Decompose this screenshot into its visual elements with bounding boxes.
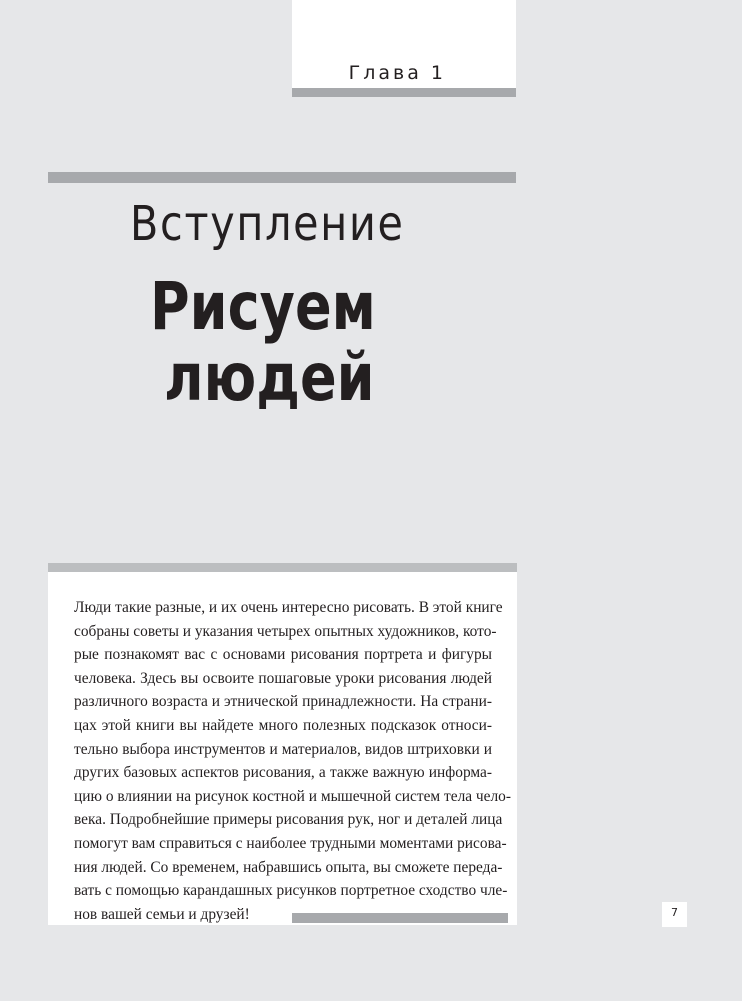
page-number-box (662, 902, 687, 927)
body-line: нов вашей семьи и друзей! (74, 905, 250, 923)
body-line: Люди такие разные, и их очень интересно рисовать. В этой книге (74, 599, 503, 616)
body-line: человека. Здесь вы освоите пошаговые уроки рисования людей (74, 669, 492, 687)
body-line: собраны советы и указания четырех опытных художников, кото- (74, 622, 497, 640)
main-title-line-1: Рисуем (150, 268, 376, 345)
body-line: различного возраста и этнической принадлежности. На страни- (74, 693, 492, 711)
intro-title: Вступление (130, 196, 405, 252)
body-line: помогут вам справиться с наиболее трудными моментами рисова- (74, 834, 507, 852)
body-line: цах этой книги вы найдете много полезных подсказок относи- (74, 716, 492, 734)
page-number: 7 (671, 906, 678, 919)
body-line: рые познакомят вас с основами рисования портрета и фигуры (74, 646, 492, 664)
body-paragraph (74, 596, 512, 926)
body-line: цию о влиянии на рисунок костной и мышечной систем тела чело- (74, 787, 512, 805)
main-title-line-2: людей (164, 339, 375, 416)
body-line: тельно выбора инструментов и материалов, видов штриховки и (74, 740, 492, 758)
chapter-label: Глава 1 (348, 62, 446, 84)
body-line: века. Подробнейшие примеры рисования рук, ног и деталей лица (74, 811, 503, 829)
body-line: вать с помощью карандашных рисунков портретное сходство чле- (74, 882, 508, 900)
body-top-bar (48, 563, 517, 572)
chapter-header-box (292, 0, 516, 90)
chapter-divider-bar (292, 88, 516, 97)
body-line: других базовых аспектов рисования, а также важную информа- (74, 764, 492, 782)
body-line: ния людей. Со временем, набравшись опыта, вы сможете переда- (74, 858, 503, 876)
title-divider-bar (48, 172, 516, 183)
